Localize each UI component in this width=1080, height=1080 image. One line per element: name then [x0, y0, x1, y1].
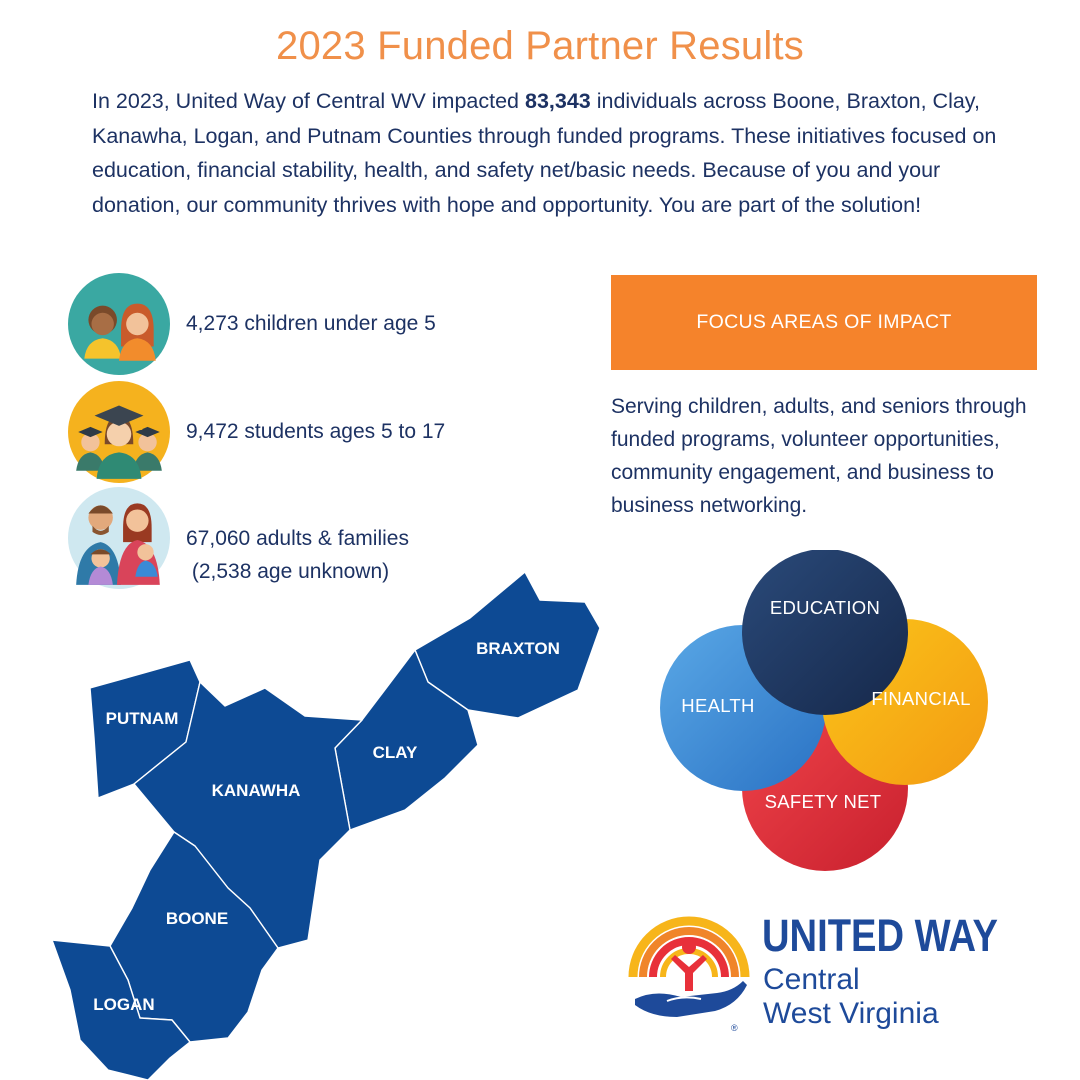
intro-text-before: In 2023, United Way of Central WV impacted — [92, 89, 525, 113]
county-label-boone: BOONE — [165, 909, 229, 928]
logo-central: Central — [763, 963, 860, 996]
county-label-logan: LOGAN — [93, 995, 155, 1014]
logo-united-way: UNITED WAY — [762, 910, 998, 961]
county-map — [50, 570, 610, 1080]
intro-text-after: individuals across Boone, Braxton, Clay, Kanawha, Logan, and Putnam Counties through funded programs. These initiatives focused on education, financial stability, health, and safety net/basic needs. Because of you and your donation, our community thrives with hope and opportunity. You are part of the solution! — [92, 89, 997, 217]
united-way-logo — [625, 905, 1025, 1035]
venn-label-financial: FINANCIAL — [871, 688, 971, 709]
focus-areas-diagram — [655, 550, 995, 880]
venn-label-safety-net: SAFETY NET — [764, 791, 882, 812]
intro-paragraph — [92, 84, 1002, 222]
venn-label-health: HEALTH — [681, 695, 755, 716]
united-way-emblem-icon — [633, 921, 747, 1017]
focus-banner-label: FOCUS AREAS OF IMPACT — [696, 311, 952, 333]
county-label-clay: CLAY — [372, 743, 418, 762]
stat-students-label: 9,472 students ages 5 to 17 — [186, 420, 446, 443]
stat-families-label: 67,060 adults & families (2,538 age unknown) — [186, 527, 409, 583]
children-icon — [68, 273, 170, 375]
venn-label-education: EDUCATION — [769, 597, 881, 618]
county-label-putnam: PUTNAM — [105, 709, 179, 728]
intro-highlight-count: 83,343 — [524, 89, 591, 113]
county-label-braxton: BRAXTON — [476, 639, 560, 658]
focus-description: Serving children, adults, and seniors through funded programs, volunteer opportunities, community engagement, and business to business networking. — [611, 395, 1027, 517]
stat-children-label: 4,273 children under age 5 — [186, 312, 436, 335]
focus-areas-banner — [611, 275, 1037, 370]
registered-mark: ® — [731, 1023, 738, 1033]
county-label-kanawha: KANAWHA — [211, 781, 301, 800]
students-graduation-icon — [68, 381, 170, 483]
logo-west-virginia: West Virginia — [763, 997, 939, 1030]
page-title: 2023 Funded Partner Results — [276, 24, 804, 68]
